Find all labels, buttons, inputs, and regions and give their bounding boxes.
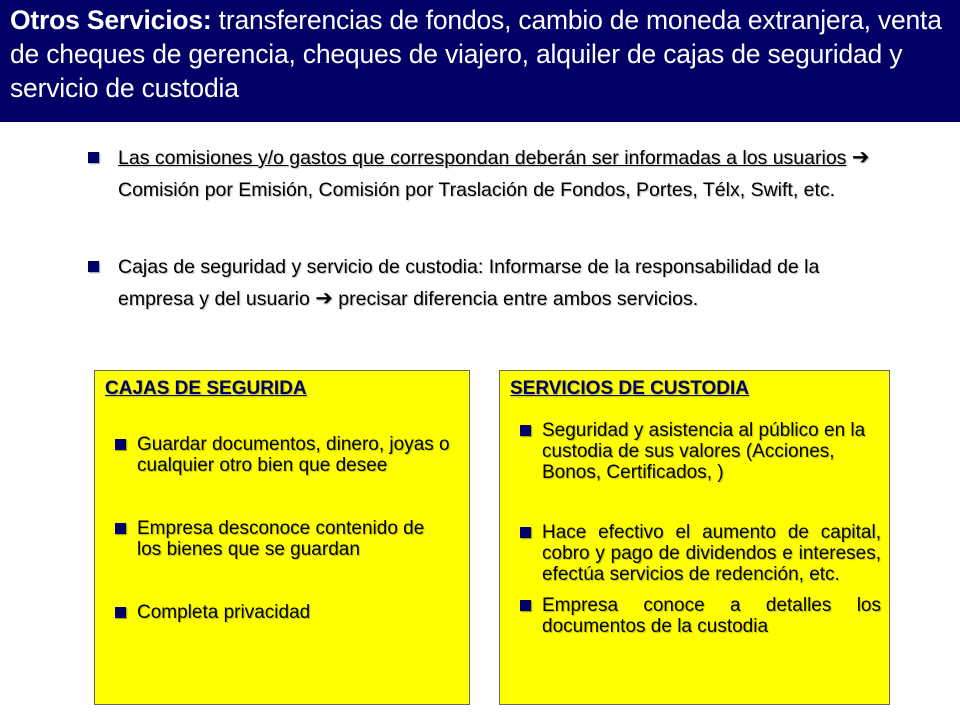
square-bullet-icon [520, 600, 531, 611]
square-bullet-icon [520, 425, 531, 436]
square-bullet-icon [88, 152, 99, 163]
square-bullet-icon [115, 607, 126, 618]
right-arrow-icon: ➔ [315, 287, 333, 310]
bullet-text-rest: Comisión por Emisión, Comisión por Traslación de Fondos, Portes, Télx, Swift, etc. [118, 179, 836, 201]
bullet-text-rest: precisar diferencia entre ambos servicios. [332, 288, 699, 310]
custody-services-panel [499, 370, 890, 705]
list-item [510, 595, 881, 637]
bullet-text: Cajas de seguridad y servicio de custodia: Informarse de la responsabilidad de la empresa y del usuario [118, 256, 820, 310]
bullet-item-commissions [88, 142, 888, 206]
safe-deposit-box-panel [94, 370, 470, 705]
square-bullet-icon [88, 261, 99, 272]
safe-deposit-box-title: CAJAS DE SEGURIDA [105, 378, 307, 399]
custody-services-title: SERVICIOS DE CUSTODIA [510, 378, 749, 399]
list-item-text: Empresa desconoce contenido de los bienes que se guardan [137, 518, 425, 560]
list-item-text: Completa privacidad [137, 602, 311, 623]
list-item-text: Empresa conoce a detalles los documentos de la custodia [542, 595, 881, 637]
bullet-item-safe-deposit [88, 251, 888, 315]
list-item [105, 434, 451, 476]
square-bullet-icon [520, 527, 531, 538]
bullet-list [88, 142, 888, 315]
list-item-text: Seguridad y asistencia al público en la custodia de sus valores (Acciones, Bonos, Certificados, ) [542, 420, 866, 483]
list-item [510, 420, 881, 483]
header-title-rest: transferencias de fondos, cambio de moneda extranjera, venta de cheques de gerencia, cheques de viajero, alquiler de cajas de seguridad y servicio de custodia [10, 5, 942, 103]
bullet-underlined-text: Las comisiones y/o gastos que correspondan deberán ser informadas a los usuarios [118, 147, 847, 169]
slide-header [0, 0, 960, 122]
square-bullet-icon [115, 523, 126, 534]
list-item-text: Guardar documentos, dinero, joyas o cualquier otro bien que desee [137, 434, 450, 476]
list-item [510, 522, 881, 585]
right-arrow-icon: ➔ [851, 146, 870, 169]
list-item [105, 602, 451, 623]
list-item-text: Hace efectivo el aumento de capital, cobro y pago de dividendos e intereses, efectúa servicios de redención, etc. [542, 522, 881, 585]
list-item [105, 518, 451, 560]
square-bullet-icon [115, 439, 126, 450]
header-title-bold: Otros Servicios: [10, 5, 212, 35]
